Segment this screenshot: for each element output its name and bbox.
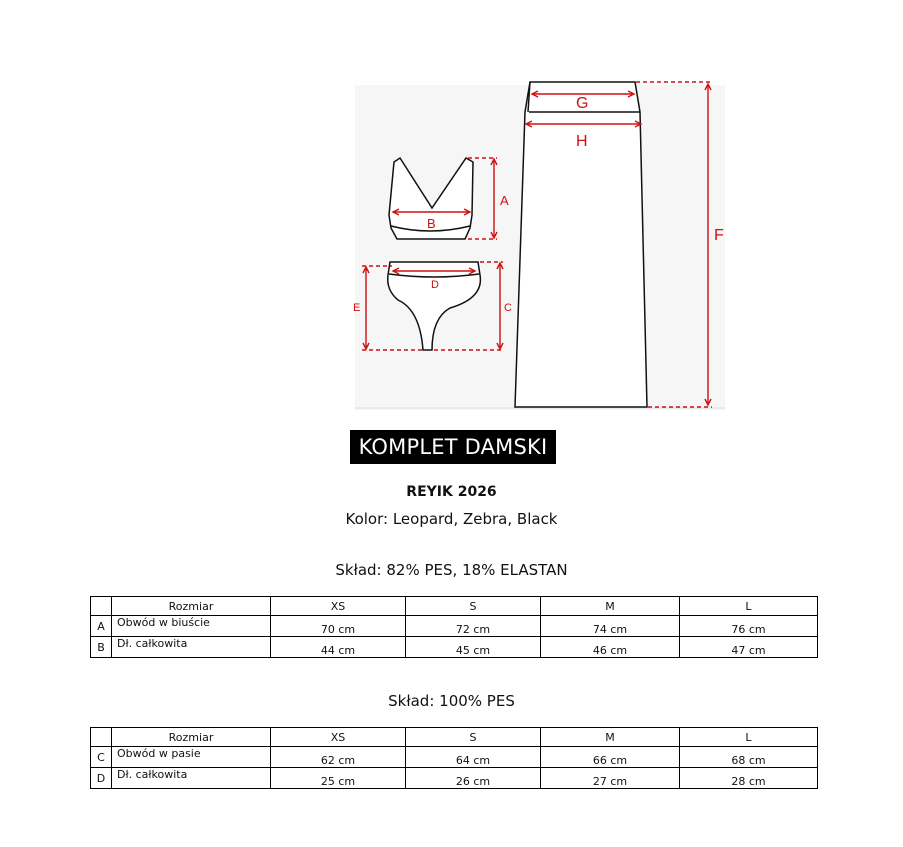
table-row	[91, 637, 818, 658]
table-cell: 72 cm	[406, 616, 541, 637]
table-cell: 47 cm	[680, 637, 818, 658]
row-key: B	[91, 637, 112, 658]
header-cell: XS	[271, 728, 406, 747]
table-cell: 70 cm	[271, 616, 406, 637]
measurement-diagram	[0, 0, 903, 420]
skirt-composition: Skład: 100% PES	[388, 692, 515, 710]
table-corner-cell	[91, 597, 112, 616]
table-cell: 46 cm	[541, 637, 680, 658]
label-c: C	[504, 302, 512, 314]
table-cell: 76 cm	[680, 616, 818, 637]
row-label: Obwód w pasie	[112, 747, 271, 768]
row-key: D	[91, 768, 112, 789]
table-header-row	[91, 728, 818, 747]
color-options: Kolor: Leopard, Zebra, Black	[345, 510, 558, 528]
row-key: C	[91, 747, 112, 768]
label-a: A	[500, 193, 509, 208]
skirt-outline	[515, 82, 647, 407]
table-cell: 44 cm	[271, 637, 406, 658]
table-row	[91, 768, 818, 789]
row-label: Dł. całkowita	[112, 768, 271, 789]
header-cell: L	[680, 728, 818, 747]
label-h: H	[576, 133, 588, 150]
header-cell: M	[541, 728, 680, 747]
table-cell: 26 cm	[406, 768, 541, 789]
table-cell: 45 cm	[406, 637, 541, 658]
table-row	[91, 747, 818, 768]
product-title: KOMPLET DAMSKI	[350, 430, 556, 464]
header-cell: XS	[271, 597, 406, 616]
header-cell: L	[680, 597, 818, 616]
header-cell: Rozmiar	[112, 728, 271, 747]
row-label: Dł. całkowita	[112, 637, 271, 658]
label-b: B	[427, 216, 436, 231]
header-cell: S	[406, 728, 541, 747]
table-cell: 62 cm	[271, 747, 406, 768]
table-cell: 66 cm	[541, 747, 680, 768]
table-cell: 25 cm	[271, 768, 406, 789]
table-row	[91, 616, 818, 637]
label-f: F	[714, 227, 724, 244]
table-header-row	[91, 597, 818, 616]
label-g: G	[576, 95, 589, 112]
top-composition: Skład: 82% PES, 18% ELASTAN	[335, 561, 568, 579]
model-name: REYIK 2026	[406, 484, 497, 500]
skirt-size-table	[90, 727, 818, 789]
table-corner-cell	[91, 728, 112, 747]
row-key: A	[91, 616, 112, 637]
table-cell: 28 cm	[680, 768, 818, 789]
header-cell: Rozmiar	[112, 597, 271, 616]
table-cell: 68 cm	[680, 747, 818, 768]
header-cell: S	[406, 597, 541, 616]
table-cell: 74 cm	[541, 616, 680, 637]
label-d: D	[431, 279, 439, 291]
table-cell: 27 cm	[541, 768, 680, 789]
header-cell: M	[541, 597, 680, 616]
top-size-table	[90, 596, 818, 658]
table-cell: 64 cm	[406, 747, 541, 768]
row-label: Obwód w biuście	[112, 616, 271, 637]
label-e: E	[353, 302, 361, 314]
